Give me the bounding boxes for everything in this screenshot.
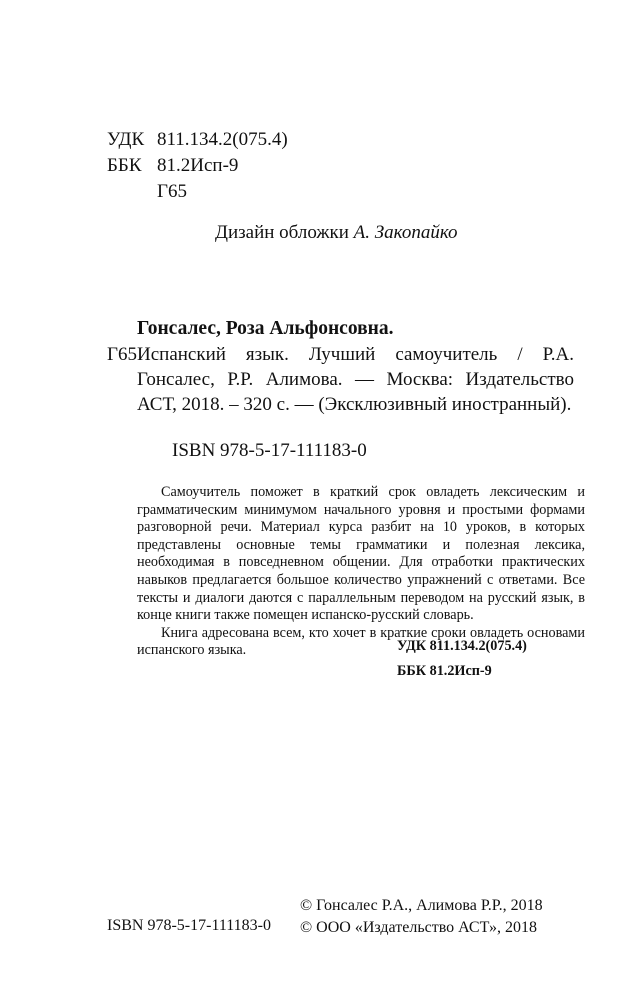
- bbk-value: 81.2Исп-9: [157, 155, 239, 176]
- udk-line: [107, 129, 288, 151]
- udk-label: УДК: [107, 129, 145, 150]
- isbn-footer: ISBN 978-5-17-111183-0: [107, 917, 271, 934]
- copyright-publisher: © ООО «Издательство АСТ», 2018: [300, 919, 537, 936]
- copyright-authors: © Гонсалес Р.А., Алимова Р.Р., 2018: [300, 897, 543, 914]
- bbk-line: [107, 155, 238, 177]
- cover-design-credit: [215, 222, 457, 244]
- author-heading: Гонсалес, Роза Альфонсовна.: [137, 318, 394, 339]
- isbn-main: ISBN 978-5-17-111183-0: [172, 440, 367, 461]
- bibliographic-description: Испанский язык. Лучший самоучитель / Р.А. Гонсалес, Р.Р. Алимова. — Москва: Издательство АСТ, 2018. – 320 с. — (Эксклюзивный иностранный).: [137, 344, 574, 415]
- author-code-bibliographic: Г65: [107, 344, 137, 365]
- udk-value: 811.134.2(075.4): [157, 129, 288, 150]
- annotation-paragraph-1: Самоучитель поможет в краткий срок овладеть лексическим и грамматическим минимумом начального уровня и простыми формами разговорной речи. Материал курса разбит на 10 уроков, в которых представлены основные темы грамматики и полезная лексика, необходимая в повседневном общении. Для отработки практических навыков предлагается большое количество упражнений с ответами. Все тексты и диалоги даются с параллельным переводом на русский язык, в конце книги также помещен испанско-русский словарь.: [137, 484, 585, 624]
- bbk-label: ББК: [107, 155, 142, 176]
- copyright-block: [300, 895, 543, 939]
- annotation-paragraph-2: Книга адресована всем, кто хочет в краткие сроки овладеть основами испанского языка.: [137, 624, 585, 659]
- author-code-top: Г65: [157, 181, 187, 202]
- cover-design-prefix: Дизайн обложки: [215, 222, 349, 243]
- cover-designer-name: А. Закопайко: [353, 222, 458, 243]
- annotation-udk: УДК 811.134.2(075.4): [397, 638, 527, 654]
- annotation: [137, 484, 585, 660]
- annotation-bbk: ББК 81.2Исп-9: [397, 663, 492, 679]
